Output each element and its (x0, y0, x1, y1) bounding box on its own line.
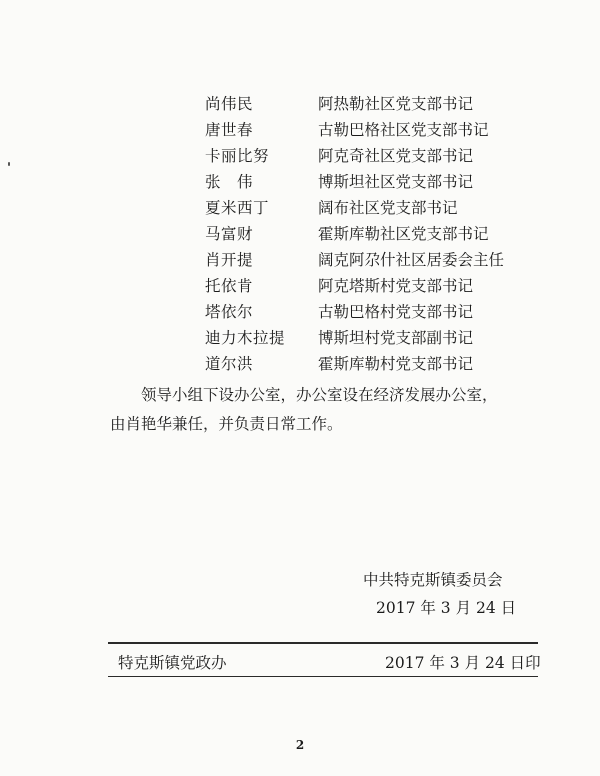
roster-title: 霍斯库勒村党支部书记 (318, 355, 474, 373)
roster-name: 唐世春 (205, 121, 254, 139)
roster-name: 迪力木拉提 (205, 329, 286, 347)
roster-name: 卡丽比努 (205, 147, 270, 165)
scan-speck (8, 162, 10, 166)
signature-org: 中共特克斯镇委员会 (363, 571, 503, 589)
roster-name: 塔依尔 (205, 303, 254, 321)
roster-title: 阿热勒社区党支部书记 (318, 95, 474, 113)
roster-title: 阔克阿尕什社区居委会主任 (318, 251, 505, 269)
roster-name: 夏米西丁 (205, 199, 270, 217)
roster-name: 尚伟民 (205, 95, 254, 113)
roster-title: 古勒巴格社区党支部书记 (318, 121, 489, 139)
roster-title: 博斯坦村党支部副书记 (318, 329, 474, 347)
signature-date: 2017 年 3 月 24 日 (376, 599, 517, 617)
roster-title: 阿克塔斯村党支部书记 (318, 277, 474, 295)
body-paragraph: 领导小组下设办公室，办公室设在经济发展办公室，由肖艳华兼任，并负责日常工作。 (110, 386, 498, 433)
roster-name: 马富财 (205, 225, 254, 243)
roster-title: 博斯坦社区党支部书记 (318, 173, 474, 191)
roster-title: 阔布社区党支部书记 (318, 199, 458, 217)
roster-name: 道尔洪 (205, 355, 254, 373)
footer-print-date: 2017 年 3 月 24 日印 (385, 654, 541, 672)
roster-title: 霍斯库勒社区党支部书记 (318, 225, 489, 243)
roster-title: 古勒巴格村党支部书记 (318, 303, 474, 321)
footer-issuer: 特克斯镇党政办 (118, 654, 227, 672)
roster-name: 托依肯 (205, 277, 254, 295)
footer-top-rule (108, 642, 538, 644)
roster-name: 肖开提 (205, 251, 254, 269)
footer-bottom-rule (108, 676, 538, 677)
roster-name: 张 伟 (205, 173, 254, 191)
page-number: 2 (295, 738, 305, 752)
roster-title: 阿克奇社区党支部书记 (318, 147, 474, 165)
